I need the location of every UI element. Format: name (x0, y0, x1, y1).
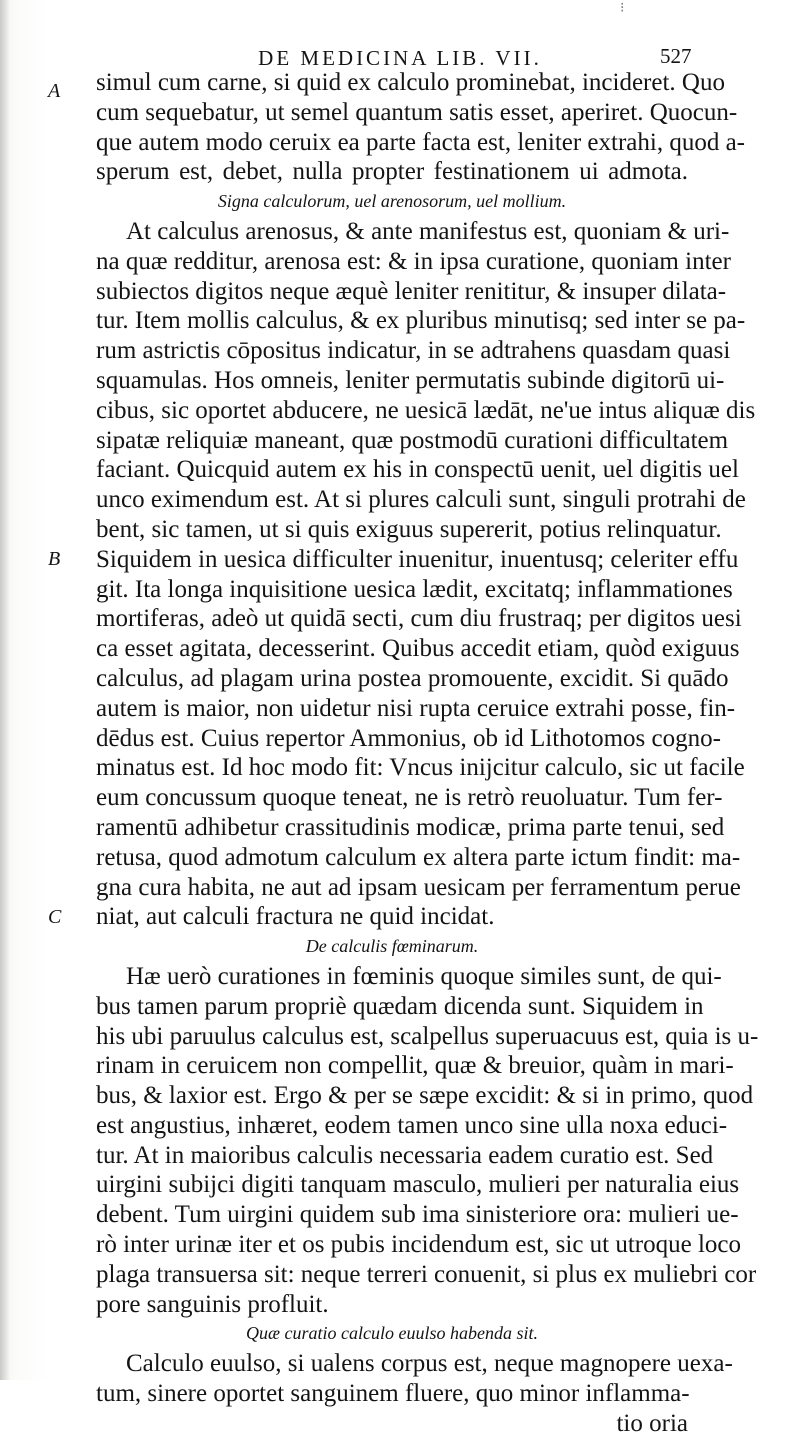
catchword: tio oria (616, 1409, 688, 1437)
text-line: niat, aut calculi fractura ne quid incidat. (96, 903, 495, 931)
page-number: 527 (660, 44, 692, 68)
text-line: uirgini subijci digiti tanquam masculo, mulieri per naturalia eius (96, 1171, 740, 1199)
text-line: Siquidem in uesica difficulter inuenitur, inuentusq; celeriter effu (96, 545, 739, 573)
section-heading: De calculis fœminarum. (305, 936, 479, 957)
text-line: plaga transuersa sit: neque terreri conuenit, si plus ex muliebri cor (96, 1260, 757, 1288)
margin-letter-c: C (48, 906, 62, 928)
text-line: bus, & laxior est. Ergo & per se sæpe excidit: & si in primo, quod (96, 1082, 754, 1110)
text-line: autem is maior, non uidetur nisi rupta ceruice extrahi posse, fin- (96, 694, 736, 722)
section-heading: Quæ curatio calculo euulso habenda sit. (246, 1323, 538, 1344)
text-line: cum sequebatur, ut semel quantum satis esset, aperiret. Quocun- (96, 98, 738, 126)
text-block (96, 68, 759, 1439)
text-line: tur. Item mollis calculus, & ex pluribus minutisq; sed inter se pa- (96, 307, 746, 335)
section-heading: Signa calculorum, uel arenosorum, uel mollium. (217, 191, 567, 212)
text-line: Hæ uerò curationes in fœminis quoque similes sunt, de qui- (126, 962, 722, 990)
text-line: calculus, ad plagam urina postea promouente, excidit. Si quādo (96, 664, 729, 692)
running-head: DE MEDICINA LIB. VII. (258, 46, 542, 70)
text-line: unco eximendum est. At si plures calculi sunt, singuli protrahi de (96, 486, 746, 514)
text-line: subiectos digitos neque æquè leniter renititur, & insuper dilata- (96, 277, 727, 305)
text-line: Calculo euulso, si ualens corpus est, neque magnopere uexa- (126, 1350, 733, 1378)
text-line: At calculus arenosus, & ante manifestus est, quoniam & uri- (126, 217, 730, 245)
margin-letter-a: A (48, 80, 61, 102)
text-line: na quæ redditur, arenosa est: & in ipsa curatione, quoniam inter (96, 247, 731, 275)
text-line: debent. Tum uirgini quidem sub ima sinisteriore ora: mulieri ue- (96, 1201, 739, 1229)
text-line: tum, sinere oportet sanguinem fluere, quo minor inflamma- (96, 1380, 690, 1408)
text-line: tur. At in maioribus calculis necessaria eadem curatio est. Sed (96, 1141, 714, 1169)
margin-letter-b: B (48, 548, 61, 570)
text-line: rum astrictis cōpositus indicatur, in se adtrahens quasdam quasi (96, 337, 731, 365)
text-line: retusa, quod admotum calculum ex altera parte ictum findit: ma- (96, 843, 741, 871)
text-line: dēdus est. Cuius repertor Ammonius, ob id Lithotomos cogno- (96, 724, 721, 752)
text-line: eum concussum quoque teneat, ne is retrò reuoluatur. Tum fer- (96, 784, 723, 812)
text-line: his ubi paruulus calculus est, scalpellus superuacuus est, quia is u- (96, 1022, 759, 1050)
text-line: ramentū adhibetur crassitudinis modicæ, prima parte tenui, sed (96, 813, 725, 841)
text-line: sperum est, debet, nulla propter festinationem ui admota. (96, 158, 688, 186)
text-line: rinam in ceruicem non compellit, quæ & breuior, quàm in mari- (96, 1052, 734, 1080)
text-line: rò inter urinæ iter et os pubis incidendum est, sic ut utroque loco (96, 1231, 742, 1259)
text-line: sipatæ reliquiæ maneant, quæ postmodū curationi difficultatem (96, 426, 729, 454)
text-line: mortiferas, adeò ut quidā secti, cum diu frustraq; per digitos uesi (96, 605, 742, 633)
text-line: squamulas. Hos omneis, leniter permutatis subinde digitorū ui- (96, 366, 725, 394)
text-line: git. Ita longa inquisitione uesica lædit, excitatq; inflammationes (96, 575, 733, 603)
text-line: pore sanguinis profluit. (96, 1290, 329, 1318)
text-line: cibus, sic oportet abducere, ne uesicā lædāt, ne'ue intus aliquæ dis (96, 396, 756, 424)
text-line: gna cura habita, ne aut ad ipsam uesicam per ferramentum perue (96, 873, 741, 901)
text-line: bent, sic tamen, ut si quis exiguus supererit, potius relinquatur. (96, 515, 722, 543)
top-marker: ⁝ (620, 1, 625, 16)
text-line: simul cum carne, si quid ex calculo prominebat, incideret. Quo (96, 69, 725, 96)
text-line: bus tamen parum propriè quædam dicenda sunt. Siquidem in (96, 992, 704, 1020)
gutter-shadow (0, 0, 10, 1380)
text-line: minatus est. Id hoc modo fit: Vncus inijcitur calculo, sic ut facile (96, 754, 745, 782)
text-line: ca esset agitata, decesserint. Quibus accedit etiam, quòd exiguus (96, 635, 740, 663)
text-line: que autem modo ceruix ea parte facta est, leniter extrahi, quod a- (96, 128, 746, 156)
text-line: faciant. Quicquid autem ex his in conspectū uenit, uel digitis uel (96, 456, 739, 484)
text-line: est angustius, inhæret, eodem tamen unco sine ulla noxa educi- (96, 1111, 728, 1139)
